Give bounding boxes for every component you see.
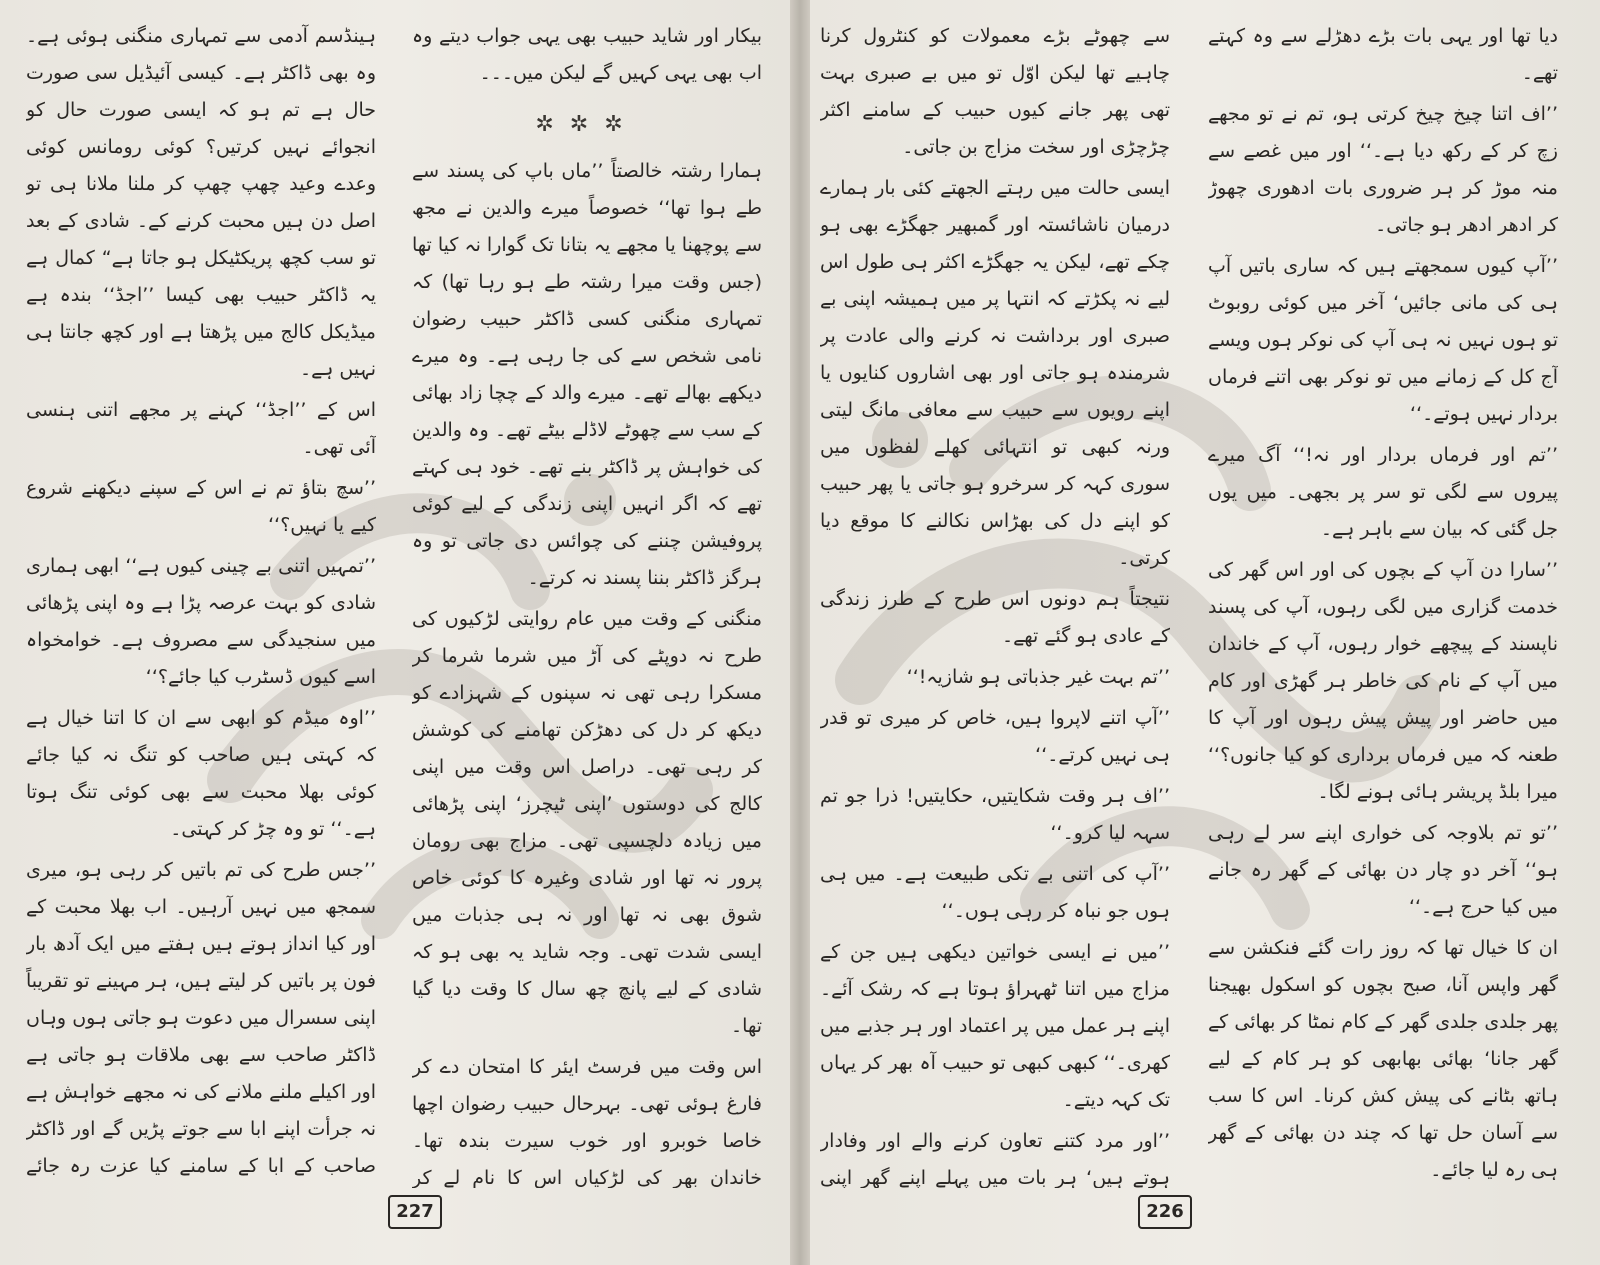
right-page-left-column <box>820 18 1170 1188</box>
paragraph: اس کے ’’اجڈ‘‘ کہنے پر مجھے اتنی ہنسی آئی تھی۔ <box>26 399 376 458</box>
paragraph: ’’اف اتنا چیخ چیخ کرتی ہو، تم نے تو مجھے زچ کر کے رکھ دیا ہے۔‘‘ اور میں غصے سے منہ موڑ کر ہر ضروری بات ادھوری چھوڑ کر ادھر ادھر ہو جاتی۔ <box>1208 103 1558 236</box>
paragraph: ’’اور مرد کتنے تعاون کرنے والے اور وفادار ہوتے ہیں‘ ہر بات میں پہلے اپنے گھر اپنی <box>820 1130 1170 1188</box>
right-page <box>810 0 1600 1265</box>
book-gutter <box>790 0 810 1265</box>
paragraph: ’’آپ اتنے لاپروا ہیں، خاص کر میری تو قدر ہی نہیں کرتے۔‘‘ <box>820 707 1170 766</box>
section-divider-stars: ✲✲✲ <box>535 112 639 137</box>
paragraph: ہمارا رشتہ خالصتاً ’’ماں باپ کی پسند سے طے ہوا تھا‘‘ خصوصاً میرے والدین نے مجھ سے پوچھنا یا مجھے یہ بتانا تک گوارا نہ کیا تھا (جس وقت میرا رشتہ طے ہو رہا تھا) کہ تمہاری منگنی کسی ڈاکٹر حبیب رضوان نامی شخص سے کی جا رہی ہے۔ وہ میرے دیکھے بھالے تھے۔ میرے والد کے چچا زاد بھائی کے سب سے چھوٹے لاڈلے بیٹے تھے۔ وہ والدین کی خواہش پر ڈاکٹر بنے تھے۔ خود ہی کہتے تھے کہ اگر انہیں اپنی زندگی کے لیے کوئی پروفیشن چننے کی چوائس دی جاتی تو وہ ہرگز ڈاکٹر بننا پسند نہ کرتے۔ <box>412 160 762 589</box>
paragraph: ’’تم اور فرماں بردار اور نہ!‘‘ آگ میرے پیروں سے لگی تو سر پر بجھی۔ میں یوں جل گئی کہ بیان سے باہر ہے۔ <box>1208 444 1558 540</box>
paragraph: سے چھوٹے بڑے معمولات کو کنٹرول کرنا چاہیے تھا لیکن اوّل تو میں بے صبری بہت تھی پھر جانے کیوں حبیب کے سامنے اکثر چڑچڑی اور سخت مزاج بن جاتی۔ <box>820 25 1170 158</box>
paragraph: ’’آپ کی اتنی بے تکی طبیعت ہے۔ میں ہی ہوں جو نباہ کر رہی ہوں۔‘‘ <box>820 863 1170 922</box>
paragraph: ’’اف ہر وقت شکایتیں، حکایتیں! ذرا جو تم سہہ لیا کرو۔‘‘ <box>820 785 1170 844</box>
paragraph: بیکار اور شاید حبیب بھی یہی جواب دیتے وہ اب بھی یہی کہیں گے لیکن میں۔۔۔ <box>412 25 762 84</box>
paragraph: ’’اوہ میڈم کو ابھی سے ان کا اتنا خیال ہے کہ کہتی ہیں صاحب کو تنگ نہ کیا جائے کوئی بھلا محبت سے بھی کوئی تنگ ہوتا ہے۔‘‘ تو وہ چڑ کر کہتی۔ <box>26 707 376 840</box>
paragraph: منگنی کے وقت میں عام روایتی لڑکیوں کی طرح نہ دوپٹے کی آڑ میں شرما شرما کر مسکرا رہی تھی نہ سپنوں کے شہزادے کو دیکھ کر دل کی دھڑکن تھامنے کی کوشش کر رہی تھی۔ دراصل اس وقت میں اپنی کالج کی دوستوں ’اپنی ٹیچرز‘ اپنی پڑھائی میں زیادہ دلچسپی تھی۔ مزاج بھی رومان پرور نہ تھا اور شادی وغیرہ کا کوئی خاص شوق بھی نہ تھا اور نہ ہی جذبات میں ایسی شدت تھی۔ وجہ شاید یہ بھی ہو کہ شادی کے لیے پانچ چھ سال کا وقت دیا گیا تھا۔ <box>412 608 762 1037</box>
page-number: 226 <box>1138 1195 1192 1229</box>
paragraph: ’’تم بہت غیر جذباتی ہو شازیہ!‘‘ <box>906 666 1170 688</box>
paragraph: ’’آپ کیوں سمجھتے ہیں کہ ساری باتیں آپ ہی کی مانی جائیں‘ آخر میں کوئی روبوٹ تو ہوں نہیں نہ ہی آپ کی نوکر ہوں ویسے آج کل کے زمانے میں تو نوکر بھی اتنے فرماں بردار نہیں ہوتے۔‘‘ <box>1208 255 1558 425</box>
paragraph: ’’میں نے ایسی خواتین دیکھی ہیں جن کے مزاج میں اتنا ٹھہراؤ ہوتا ہے کہ رشک آئے۔ اپنے ہر عمل میں پر اعتماد اور ہر جذبے میں کھری۔‘‘ کبھی کبھی تو حبیب آہ بھر کر یہاں تک کہہ دیتے۔ <box>820 941 1170 1111</box>
paragraph: اس وقت میں فرسٹ ایئر کا امتحان دے کر فارغ ہوئی تھی۔ بہرحال حبیب رضوان اچھا خاصا خوبرو اور خوب سیرت بندہ تھا۔ خاندان بھر کی لڑکیاں اس کا نام لے کر <box>412 1056 762 1188</box>
paragraph: ان کا خیال تھا کہ روز رات گئے فنکشن سے گھر واپس آنا، صبح بچوں کو اسکول بھیجنا پھر جلدی جلدی گھر کے کام نمٹا کر بھائی کے گھر جانا‘ بھائی بھابھی کو ہر کام کے لیے ہاتھ بٹانے کی پیش کش کرنا۔ اس کا سب سے آسان حل تھا کہ چند دن بھائی کے گھر ہی رہ لیا جائے۔ <box>1208 937 1558 1181</box>
paragraph: ’’تمہیں اتنی بے چینی کیوں ہے‘‘ ابھی ہماری شادی کو بہت عرصہ پڑا ہے وہ اپنی پڑھائی میں سنجیدگی سے مصروف ہے۔ خوامخواہ اسے کیوں ڈسٹرب کیا جائے؟‘‘ <box>26 555 376 688</box>
paragraph: ہینڈسم آدمی سے تمہاری منگنی ہوئی ہے۔ وہ بھی ڈاکٹر ہے۔ کیسی آئیڈیل سی صورت حال ہے تم ہو کہ ایسی صورت حال کو انجوائے نہیں کرتیں؟ کوئی رومانس کوئی وعدے وعید چھپ چھپ کر ملنا ملانا ہی تو اصل دن ہیں محبت کرنے کے۔ شادی کے بعد تو سب کچھ پریکٹیکل ہو جاتا ہے“ کمال ہے یہ ڈاکٹر حبیب بھی کیسا ’’اجڈ‘‘ بندہ ہے میڈیکل کالج میں پڑھتا ہے اور کچھ جانتا ہی نہیں ہے۔ <box>26 25 376 380</box>
page-number: 227 <box>388 1195 442 1229</box>
left-page-right-column <box>412 18 762 1188</box>
paragraph: ’’سارا دن آپ کے بچوں کی اور اس گھر کی خدمت گزاری میں لگی رہوں، آپ کی پسند ناپسند کے پیچھے خوار رہوں، آپ کے خاندان میں آپ کے نام کی خاطر ہر گھڑی اور کام میں حاضر اور پیش پیش رہوں اور آپ کا طعنہ کہ میں فرماں برداری کو کیا جانوں؟‘‘ میرا بلڈ پریشر ہائی ہونے لگا۔ <box>1208 559 1558 803</box>
paragraph: ’’تو تم بلاوجہ کی خواری اپنے سر لے رہی ہو‘‘ آخر دو چار دن بھائی کے گھر رہ جانے میں کیا حرج ہے۔‘‘ <box>1208 822 1558 918</box>
paragraph: ’’سچ بتاؤ تم نے اس کے سپنے دیکھنے شروع کیے یا نہیں؟‘‘ <box>26 477 376 536</box>
left-page-left-column <box>26 18 376 1188</box>
paragraph: نتیجتاً ہم دونوں اس طرح کے طرز زندگی کے عادی ہو گئے تھے۔ <box>820 588 1170 647</box>
right-page-right-column <box>1208 18 1558 1188</box>
paragraph: ’’جس طرح کی تم باتیں کر رہی ہو، میری سمجھ میں نہیں آرہیں۔ اب بھلا محبت کے اور کیا انداز ہوتے ہیں ہفتے میں ایک آدھ بار فون پر باتیں کر لیتے ہیں، ہر مہینے تو تقریباً اپنی سسرال میں دعوت ہو جاتی ہوں وہاں ڈاکٹر صاحب سے بھی ملاقات ہو جاتی ہے اور اکیلے ملنے ملانے کی نہ مجھے خواہش ہے نہ جرأت اپنے ابا سے جوتے پڑیں گے اور ڈاکٹر صاحب کے ابا کے سامنے کیا عزت رہ جائے <box>26 859 376 1177</box>
paragraph: ایسی حالت میں رہتے الجھتے کئی بار ہمارے درمیان ناشائستہ اور گمبھیر جھگڑے بھی ہو چکے تھے، لیکن یہ جھگڑے اکثر ہی طول اس لیے نہ پکڑتے کہ انتہا پر میں ہمیشہ اپنی بے صبری اور برداشت نہ کرنے والی عادت پر شرمندہ ہو جاتی اور بھی اشاروں کنایوں یا اپنے رویوں سے حبیب سے معافی مانگ لیتی ورنہ کبھی تو انتہائی کھلے لفظوں میں سوری کہہ کر سرخرو ہو جاتی یا پھر حبیب کو اپنے دل کی بھڑاس نکالنے کا موقع دیا کرتی۔ <box>820 177 1170 569</box>
paragraph: دیا تھا اور یہی بات بڑے دھڑلے سے وہ کہتے تھے۔ <box>1208 25 1558 84</box>
left-page <box>0 0 790 1265</box>
